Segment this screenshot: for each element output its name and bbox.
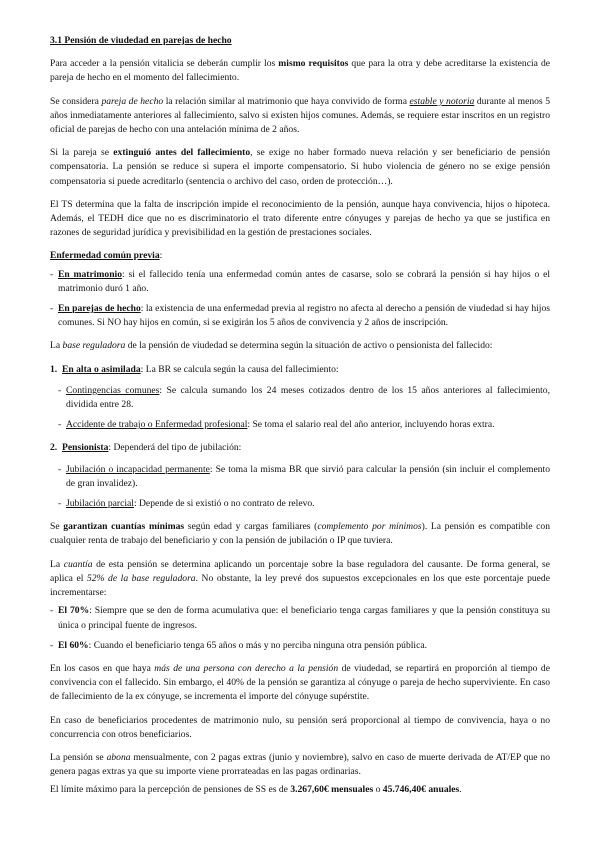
subheading-text: Enfermedad común previa	[50, 250, 160, 262]
bold-text: 45.746,40€ anuales	[382, 784, 460, 796]
italic-underlined-text: estable y notoria	[409, 95, 475, 107]
text: La	[50, 340, 63, 352]
numbered-heading-pensionista	[50, 441, 550, 455]
italic-text: abona	[106, 751, 131, 763]
paragraph-limite-maximo	[50, 783, 550, 797]
italic-text: más de una persona con derecho a la pensión	[154, 662, 339, 674]
number: 2.	[50, 442, 58, 454]
list-item	[58, 384, 550, 412]
paragraph-base-reguladora	[50, 339, 550, 353]
paragraph-abono	[50, 751, 550, 779]
text: .	[459, 784, 462, 796]
underlined-text: Jubilación parcial	[66, 498, 134, 510]
paragraph-pareja-de-hecho	[50, 95, 550, 138]
text: : Se toma el salario real del año anterior, incluyendo horas extra.	[247, 419, 495, 431]
text: ). La pensión es compatible con cualquier renta de trabajo del beneficiario y con la pensión de jubilación o IP que tuviera.	[50, 521, 550, 547]
bold-text: extinguió antes del fallecimiento	[113, 147, 251, 159]
text: : Se toma la misma BR que sirvió para calcular la pensión (sin incluir el complemento de gran invalidez).	[66, 463, 551, 489]
bold-text: 3.267,60€ mensuales	[290, 784, 374, 796]
paragraph-requisitos	[50, 57, 550, 85]
text: En los casos en que haya	[50, 662, 155, 674]
text: o	[373, 784, 383, 796]
list-item	[50, 604, 550, 632]
list-item	[58, 463, 550, 491]
subheading-enfermedad	[50, 249, 550, 263]
text: de la pensión de viudedad se determina según la situación de activo o pensionista del fallecido:	[125, 340, 493, 352]
text: : Se calcula sumando los 24 meses cotizados dentro de los 15 años anteriores al fallecimiento, dividida entre 28.	[66, 384, 550, 411]
italic-text: complemento por mínimos	[317, 521, 422, 533]
paragraph-extincion	[50, 146, 550, 189]
paragraph-cuantia	[50, 558, 550, 601]
bold-text: El 70%	[58, 605, 90, 617]
paragraph-matrimonio-nulo: En caso de beneficiarios procedentes de matrimonio nulo, su pensión será proporcional al tiempo de convivencia, haya o no concurrencia con otros beneficiarios.	[50, 714, 550, 740]
list-item	[58, 418, 550, 432]
underlined-text: Accidente de trabajo o Enfermedad profesional	[66, 419, 248, 431]
text: que para la otra y debe acreditarse la existencia de pareja de hecho en el momento del fallecimiento.	[50, 58, 550, 84]
increments-list	[50, 604, 550, 653]
text: Si la pareja se	[50, 147, 114, 159]
bold-text: garantizan cuantías mínimas	[63, 521, 185, 533]
text: : Cuando el beneficiario tenga 65 años o más y no perciba ninguna otra pensión pública.	[88, 639, 428, 651]
text: : la existencia de una enfermedad previa al registro no afecta al derecho a pensión de viudedad si hay hijos comunes. Si NO hay hijos en común, si se exigirán los 5 años de convivencia y 2 años de inscripción.	[58, 303, 550, 329]
text: : Depende de si existió o no contrato de relevo.	[133, 498, 315, 510]
text: de esta pensión se determina aplicando un porcentaje sobre la base reguladora del causante. De forma general, se aplica el	[50, 558, 550, 584]
numbered-heading-alta	[50, 363, 550, 377]
list-item	[50, 268, 550, 296]
paragraph-ts-tedh: El TS determina que la falta de inscripción impide el reconocimiento de la pensión, aunque haya convivencia, hijos o hipoteca. Además, el TEDH dice que no es discriminatorio el trato diferente entre cónyuges y parejas de hecho ya que se justifica en razones de seguridad jurídica y previsibilidad en la gestión de prestaciones sociales.	[50, 198, 550, 239]
text: : si el fallecido tenía una enfermedad común antes de casarse, solo se cobrará la pensión si hay hijos o el matrimonio duró 1 año.	[58, 268, 550, 294]
text: La pensión se	[50, 751, 107, 763]
list-item	[58, 497, 550, 511]
list-item	[50, 639, 550, 653]
bold-text: Pensionista	[62, 442, 109, 454]
paragraph-varios-beneficiarios	[50, 662, 550, 705]
text: La	[50, 558, 64, 570]
italic-text: cuantía	[63, 558, 93, 570]
text: según edad y cargas familiares (	[184, 521, 318, 533]
bold-text: mismo requisitos	[278, 58, 349, 70]
text: mensualmente, con 2 pagas extras (junio y noviembre), salvo en caso de muerte derivada de AT/EP que no genera pagas extras ya que su importe viene prorrateadas en las pagas ordinarias.	[50, 751, 550, 778]
text: :	[159, 250, 163, 262]
text: Se considera	[50, 95, 102, 107]
list-item	[50, 302, 550, 330]
text: la relación similar al matrimonio que haya convivido de forma	[163, 95, 410, 107]
italic-text: base reguladora	[62, 340, 126, 352]
text: , se exige no haber formado nueva relación y ser beneficiario de pensión compensatoria. La pensión se reduce si supera el importe compensatorio. Si hubo violencia de género no se exige pensión compensatoria si puede acreditarlo (sentencia o archivo del caso, orden de protección…).	[50, 147, 550, 187]
text: Para acceder a la pensión vitalicia se deberán cumplir los	[50, 58, 279, 70]
italic-text: 52% de la base reguladora	[86, 572, 196, 584]
section-heading: 3.1 Pensión de viudedad en parejas de hecho	[50, 35, 232, 46]
paragraph-cuantias-minimas	[50, 520, 550, 548]
number: 1.	[50, 363, 58, 375]
text: : La BR se calcula según la causa del fallecimiento:	[140, 363, 339, 375]
text: Se	[50, 521, 64, 533]
underlined-text: Contingencias comunes	[66, 384, 160, 396]
enfermedad-list	[50, 268, 550, 331]
text: de viudedad, se repartirá en proporción al tiempo de convivencia con el fallecido. Sin embargo, el 40% de la pensión se garantiza al cónyuge o pareja de hecho superviviente. En caso de fallecimiento de la ex cónyuge, se incrementa el importe del cónyuge supérstite.	[50, 662, 550, 703]
bold-text: El 60%	[58, 639, 89, 651]
text: durante al menos 5 años inmediatamente anteriores al fallecimiento, salvo si existen hijos comunes. Además, se requiere estar inscritos en un registro oficial de parejas de hecho con una antelación mínima de 2 años.	[50, 95, 551, 136]
text: : Dependerá del tipo de jubilación:	[108, 442, 242, 454]
pensionista-list	[58, 463, 550, 512]
text: . No obstante, la ley prevé dos supuestos excepcionales en los que este porcentaje puede incrementarse:	[50, 572, 550, 599]
italic-text: pareja de hecho	[101, 95, 164, 107]
text: : Siempre que se den de forma acumulativa que: el beneficiario tenga cargas familiares y que la pensión constituya su única o principal fuente de ingresos.	[58, 605, 550, 631]
bold-text: En matrimonio	[58, 268, 123, 280]
bold-text: En parejas de hecho	[58, 303, 141, 315]
alta-list	[58, 384, 550, 433]
bold-text: En alta o asimilada	[62, 363, 141, 375]
text: El límite máximo para la percepción de pensiones de SS es de	[50, 784, 291, 796]
underlined-text: Jubilación o incapacidad permanente	[66, 463, 210, 475]
